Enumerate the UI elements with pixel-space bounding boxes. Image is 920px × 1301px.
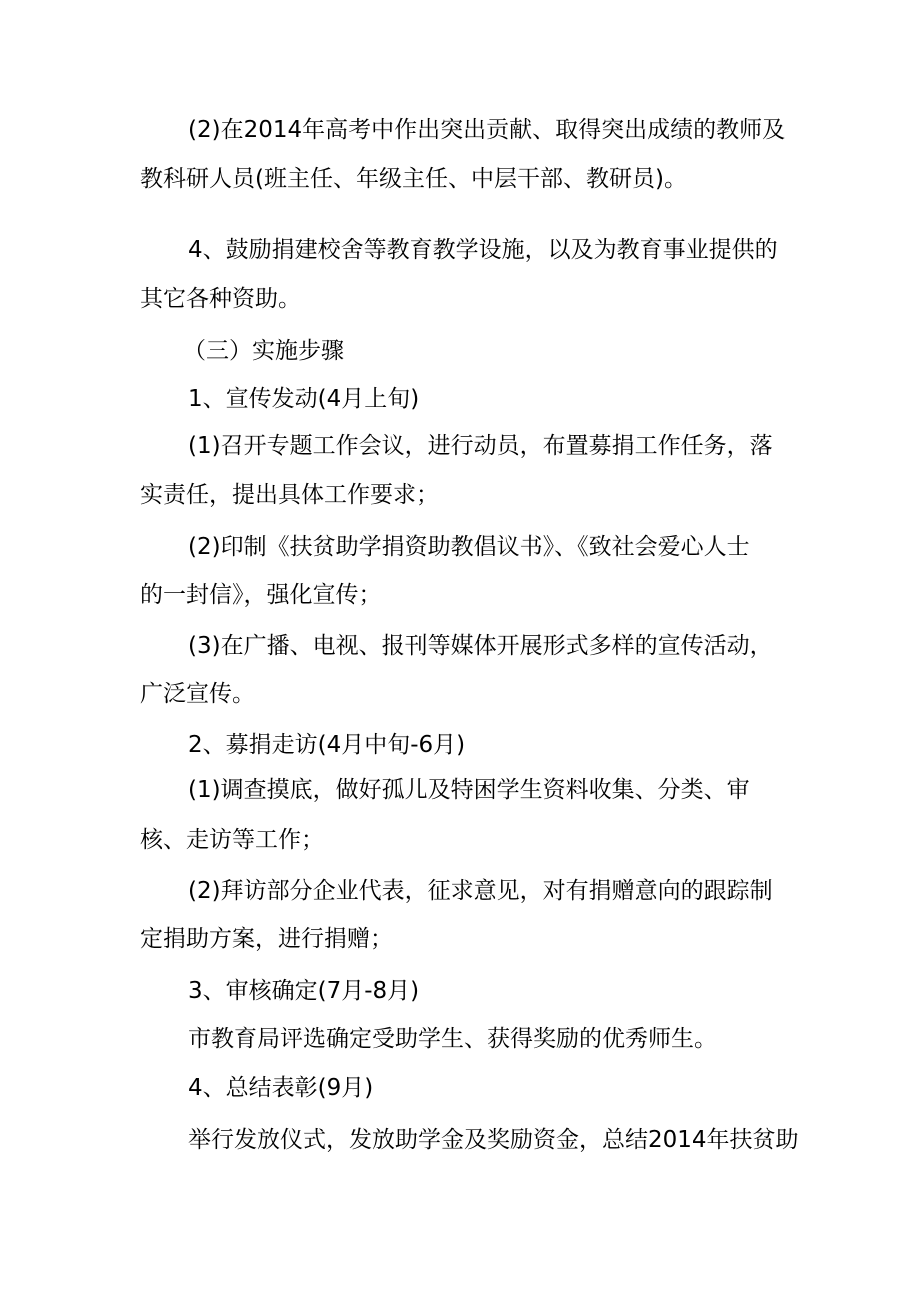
- paragraph-line: 核、走访等工作；: [140, 827, 324, 853]
- paragraph-line: 实责任，提出具体工作要求；: [140, 482, 439, 508]
- step-heading: 3、审核确定(7月-8月): [188, 978, 420, 1004]
- paragraph-line: 的一封信》，强化宣传；: [140, 582, 382, 608]
- paragraph-line: (2)在2014年高考中作出突出贡献、取得突出成绩的教师及: [188, 117, 786, 143]
- paragraph-line: (1)调查摸底，做好孤儿及特困学生资料收集、分类、审: [188, 777, 750, 803]
- step-heading: 1、宣传发动(4月上旬): [188, 386, 420, 412]
- paragraph-line: 4、鼓励捐建校舍等教育教学设施，以及为教育事业提供的: [188, 237, 778, 263]
- paragraph-line: 市教育局评选确定受助学生、获得奖励的优秀师生。: [188, 1026, 717, 1052]
- paragraph-line: (2)拜访部分企业代表，征求意见，对有捐赠意向的跟踪制: [188, 878, 773, 904]
- paragraph-line: (3)在广播、电视、报刊等媒体开展形式多样的宣传活动，: [188, 633, 773, 659]
- step-heading: 2、募捐走访(4月中旬-6月): [188, 732, 466, 758]
- paragraph-line: 举行发放仪式，发放助学金及奖励资金，总结2014年扶贫助: [188, 1127, 799, 1153]
- paragraph-line: 广泛宣传。: [140, 681, 255, 707]
- paragraph-line: 教科研人员(班主任、年级主任、中层干部、教研员)。: [140, 166, 687, 192]
- paragraph-line: 定捐助方案，进行捐赠；: [140, 926, 393, 952]
- section-heading: （三）实施步骤: [183, 338, 344, 364]
- paragraph-line: (1)召开专题工作会议，进行动员，布置募捐工作任务，落: [188, 433, 773, 459]
- paragraph-line: 其它各种资助。: [140, 286, 301, 312]
- paragraph-line: (2)印制《扶贫助学捐资助教倡议书》、《致社会爱心人士: [188, 534, 750, 560]
- step-heading: 4、总结表彰(9月): [188, 1075, 374, 1101]
